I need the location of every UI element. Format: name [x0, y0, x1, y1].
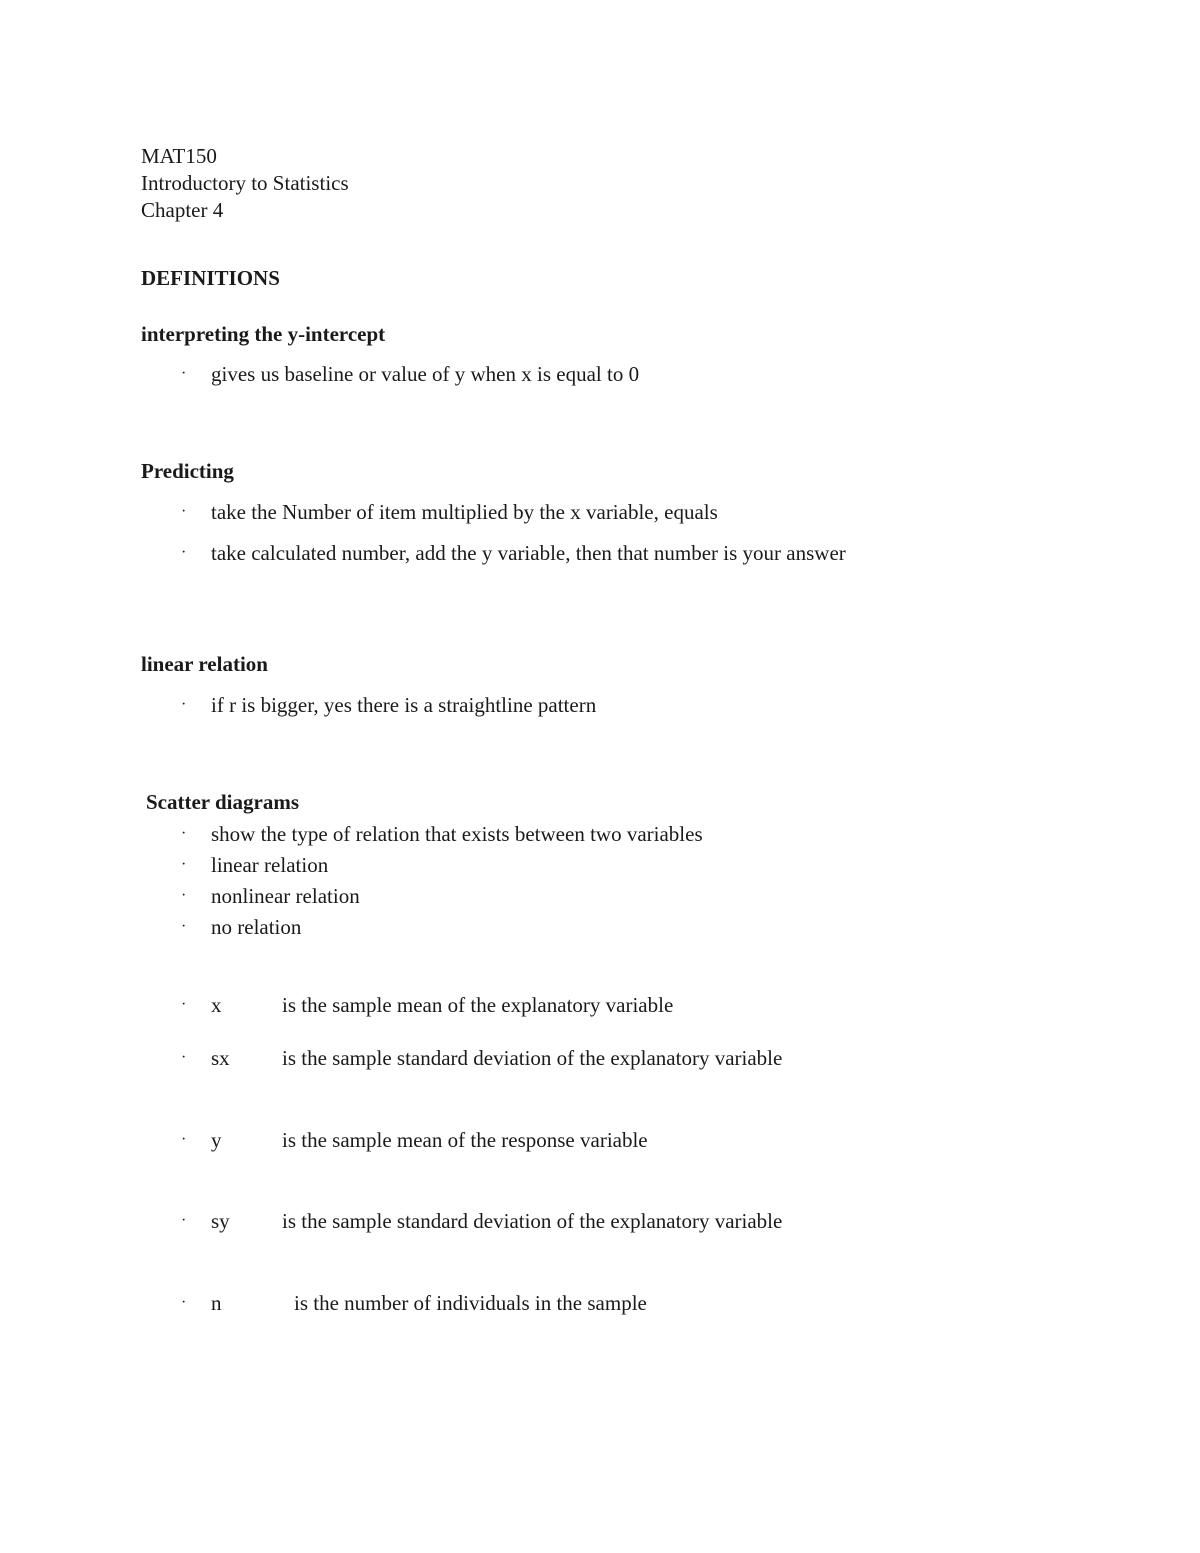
bullet-icon: · — [181, 365, 187, 382]
list-item: no relation — [211, 915, 302, 939]
bullet-icon: · — [181, 544, 187, 561]
symbol-definition: is the sample standard deviation of the explanatory variable — [282, 1046, 783, 1070]
symbol-term: n — [211, 1291, 222, 1315]
section-heading-y-intercept: interpreting the y-intercept — [141, 322, 386, 346]
list-item: take calculated number, add the y variable, then that number is your answer — [211, 541, 846, 565]
list-item: gives us baseline or value of y when x is equal to 0 — [211, 362, 640, 386]
symbol-definition: is the number of individuals in the sample — [294, 1291, 647, 1315]
bullet-icon: · — [181, 887, 187, 904]
bullet-icon: · — [181, 1131, 187, 1148]
list-item: linear relation — [211, 853, 329, 877]
bullet-icon: · — [181, 1294, 187, 1311]
symbol-definition: is the sample mean of the explanatory variable — [282, 993, 674, 1017]
section-heading-scatter-diagrams: Scatter diagrams — [146, 790, 299, 814]
symbol-definition: is the sample standard deviation of the explanatory variable — [282, 1209, 783, 1233]
symbol-term: sx — [211, 1046, 230, 1070]
list-item: show the type of relation that exists between two variables — [211, 822, 703, 846]
symbol-term: x — [211, 993, 222, 1017]
section-heading-linear-relation: linear relation — [141, 652, 268, 676]
symbol-term: y — [211, 1128, 222, 1152]
bullet-icon: · — [181, 1212, 187, 1229]
bullet-icon: · — [181, 825, 187, 842]
bullet-icon: · — [181, 1049, 187, 1066]
list-item: if r is bigger, yes there is a straightline pattern — [211, 693, 597, 717]
symbol-definition: is the sample mean of the response variable — [282, 1128, 648, 1152]
chapter-label: Chapter 4 — [141, 198, 224, 222]
bullet-icon: · — [181, 996, 187, 1013]
bullet-icon: · — [181, 918, 187, 935]
course-title: Introductory to Statistics — [141, 171, 349, 195]
bullet-icon: · — [181, 503, 187, 520]
course-code: MAT150 — [141, 144, 217, 168]
section-heading-predicting: Predicting — [141, 459, 234, 483]
bullet-icon: · — [181, 696, 187, 713]
bullet-icon: · — [181, 856, 187, 873]
symbol-term: sy — [211, 1209, 230, 1233]
definitions-heading: DEFINITIONS — [141, 266, 280, 290]
list-item: take the Number of item multiplied by the x variable, equals — [211, 500, 718, 524]
list-item: nonlinear relation — [211, 884, 360, 908]
